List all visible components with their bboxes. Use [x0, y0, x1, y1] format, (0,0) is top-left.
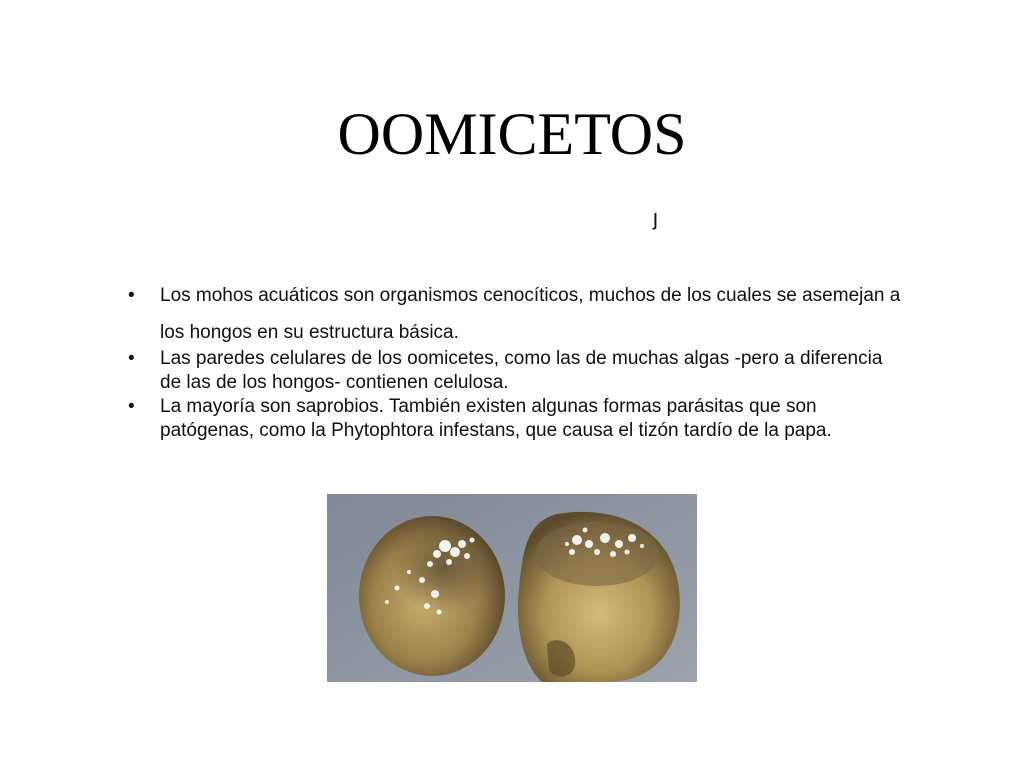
- bullet-text: Los mohos acuáticos son organismos cenocíticos, muchos de los cuales se asemejan a los hongos en su estructura básica.: [160, 285, 901, 343]
- bullet-item: [124, 347, 904, 395]
- bullet-list: [124, 283, 904, 443]
- bullet-item: [124, 395, 904, 443]
- bullet-text: La mayoría son saprobios. También existen algunas formas parásitas que son patógenas, como la Phytophtora infestans, que causa el tizón tardío de la papa.: [160, 396, 832, 441]
- bullet-symbol: •: [128, 396, 135, 417]
- bullet-item: [124, 277, 904, 351]
- bullet-symbol: •: [128, 285, 135, 306]
- stray-mark: ȷ: [653, 205, 658, 230]
- potato-photo-illustration: [327, 494, 697, 682]
- potato-photo: [327, 494, 697, 682]
- bullet-symbol: •: [128, 348, 135, 369]
- bullet-text: Las paredes celulares de los oomicetes, como las de muchas algas -pero a diferencia de las de los hongos- contienen celulosa.: [160, 348, 883, 393]
- left-potato: [359, 516, 505, 676]
- slide-title: OOMICETOS: [337, 101, 687, 167]
